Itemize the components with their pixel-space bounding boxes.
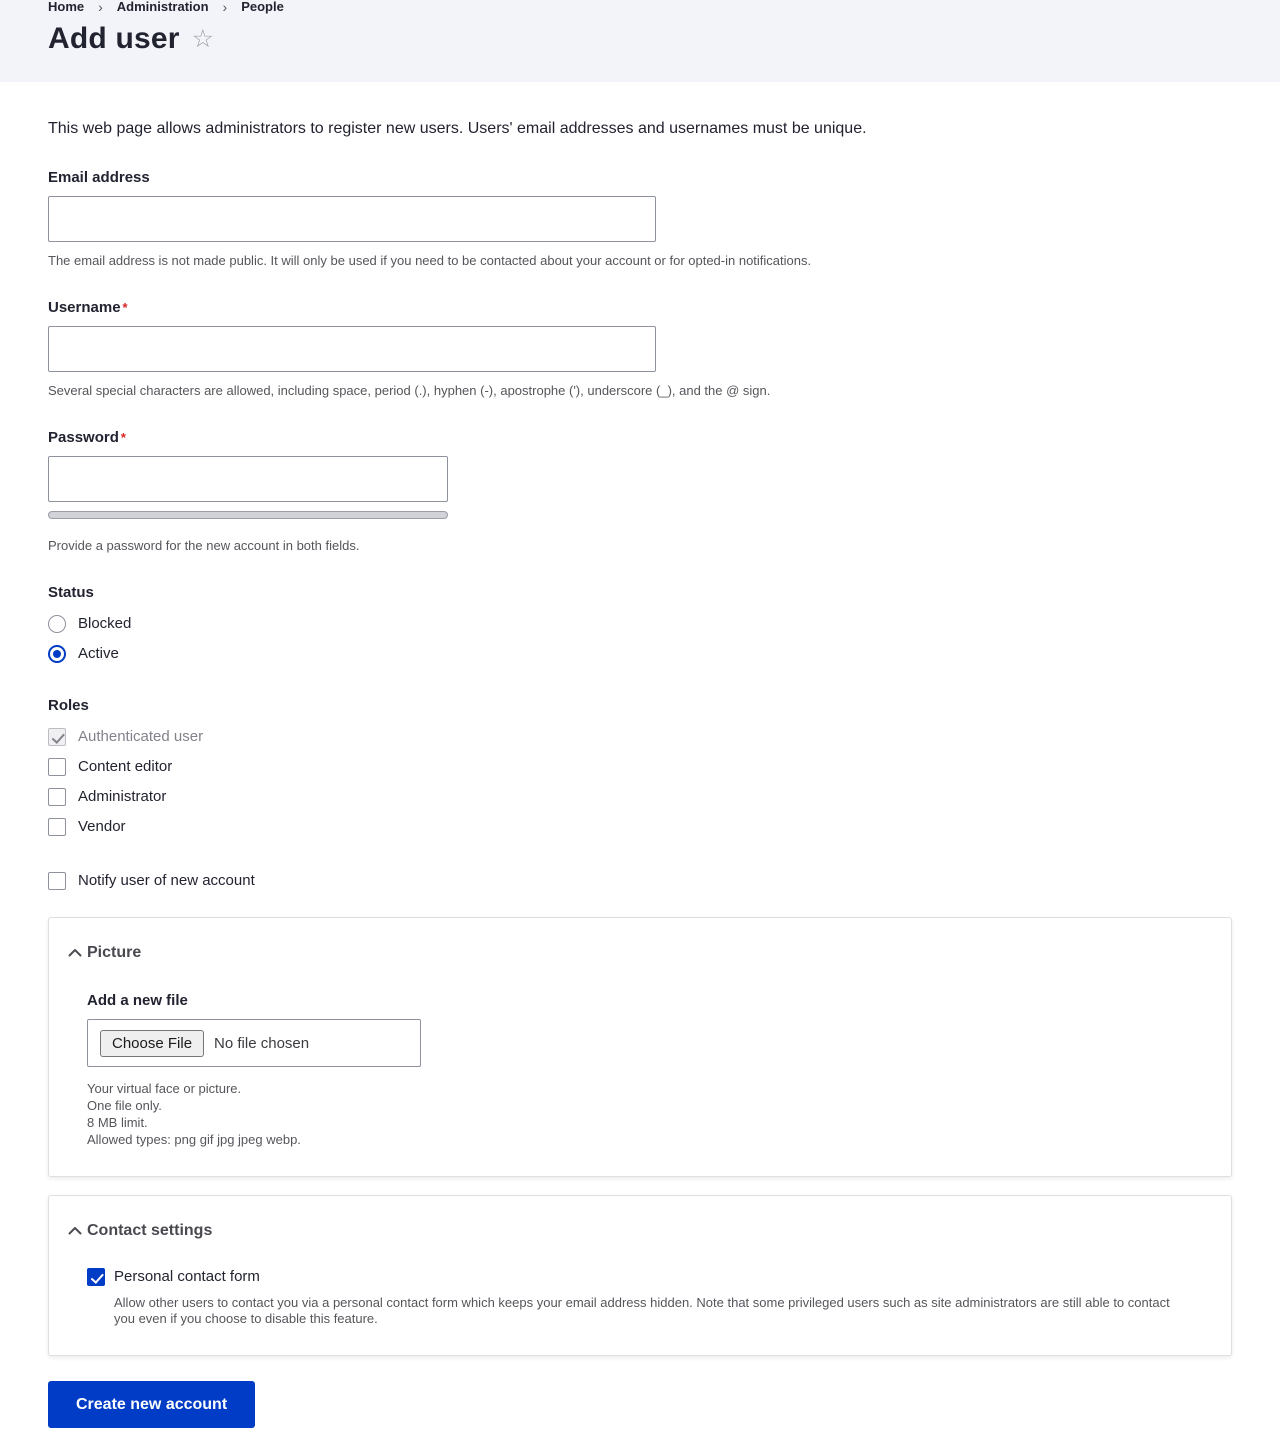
personal-contact-form-checkbox[interactable] [87, 1268, 105, 1286]
picture-panel-title: Picture [87, 944, 142, 961]
page-title: Add user [48, 22, 180, 55]
administrator-checkbox[interactable] [48, 788, 66, 806]
password-input[interactable] [48, 456, 448, 502]
breadcrumb-separator-icon: › [98, 0, 103, 15]
favorite-star-icon[interactable]: ☆ [191, 25, 215, 53]
role-row-content-editor [48, 758, 1232, 776]
chevron-up-icon [63, 945, 87, 961]
email-label: Email address [48, 169, 150, 186]
authenticated-user-checkbox [48, 728, 66, 746]
page-header [0, 0, 1280, 82]
personal-contact-form-label[interactable]: Personal contact form [114, 1268, 260, 1285]
content-editor-checkbox[interactable] [48, 758, 66, 776]
status-fieldset [48, 584, 1232, 663]
picture-panel-body [49, 970, 1231, 1176]
picture-help-text [87, 1080, 1193, 1148]
choose-file-button[interactable]: Choose File [100, 1030, 204, 1057]
personal-contact-form-item [87, 1268, 1193, 1286]
roles-legend: Roles [48, 697, 89, 714]
chevron-up-icon [63, 1223, 87, 1239]
breadcrumb-item-people[interactable]: People [241, 0, 284, 14]
breadcrumb [48, 0, 1232, 14]
main-content [0, 118, 1280, 1436]
notify-user-label[interactable]: Notify user of new account [78, 872, 255, 889]
authenticated-user-label: Authenticated user [78, 728, 204, 745]
breadcrumb-item-administration[interactable]: Administration [116, 0, 209, 14]
password-strength-bar [48, 511, 448, 519]
add-new-file-label: Add a new file [87, 992, 188, 1009]
contact-panel-summary[interactable] [49, 1196, 1231, 1248]
vendor-checkbox[interactable] [48, 818, 66, 836]
username-form-item [48, 299, 1232, 399]
active-radio-label[interactable]: Active [78, 645, 119, 662]
contact-description: Allow other users to contact you via a personal contact form which keeps your email address hidden. Note that some privileged users such as site administrators are still able to contact you even if you choose to disable this feature. [114, 1295, 1170, 1326]
form-actions [48, 1381, 1232, 1428]
blocked-radio[interactable] [48, 615, 66, 633]
contact-panel-title: Contact settings [87, 1222, 213, 1239]
create-new-account-button[interactable]: Create new account [48, 1381, 255, 1428]
active-radio[interactable] [48, 645, 66, 663]
roles-fieldset [48, 697, 1232, 836]
email-input[interactable] [48, 196, 656, 242]
contact-settings-panel [48, 1195, 1232, 1356]
content-editor-label[interactable]: Content editor [78, 758, 173, 775]
help-line: Allowed types: png gif jpg jpeg webp. [87, 1132, 301, 1147]
required-marker: * [120, 430, 126, 445]
intro-text: This web page allows administrators to register new users. Users' email addresses and usernames must be unique. [48, 120, 867, 137]
password-description: Provide a password for the new account in both fields. [48, 538, 360, 553]
file-upload-input[interactable] [87, 1019, 421, 1067]
picture-panel-summary[interactable] [49, 918, 1231, 970]
contact-panel-body [49, 1248, 1231, 1355]
role-row-authenticated-user [48, 728, 1232, 746]
administrator-label[interactable]: Administrator [78, 788, 167, 805]
notify-form-item [48, 872, 1232, 890]
blocked-radio-label[interactable]: Blocked [78, 615, 132, 632]
help-line: 8 MB limit. [87, 1115, 148, 1130]
role-row-administrator [48, 788, 1232, 806]
email-description: The email address is not made public. It will only be used if you need to be contacted about your account or for opted-in notifications. [48, 253, 812, 268]
help-line: One file only. [87, 1098, 162, 1113]
username-description: Several special characters are allowed, including space, period (.), hyphen (-), apostrophe ('), underscore (_), and the @ sign. [48, 383, 771, 398]
username-input[interactable] [48, 326, 656, 372]
no-file-chosen-text: No file chosen [214, 1034, 310, 1052]
breadcrumb-separator-icon: › [222, 0, 228, 15]
help-line: Your virtual face or picture. [87, 1081, 242, 1096]
status-option-active [48, 645, 1232, 663]
username-label: Username [48, 299, 121, 316]
status-legend: Status [48, 584, 94, 601]
picture-panel [48, 917, 1232, 1177]
vendor-label[interactable]: Vendor [78, 818, 126, 835]
password-label: Password [48, 429, 119, 446]
password-form-item [48, 429, 1232, 554]
email-form-item [48, 169, 1232, 269]
notify-user-checkbox[interactable] [48, 872, 66, 890]
breadcrumb-item-home[interactable]: Home [48, 0, 85, 14]
required-marker: * [122, 300, 128, 315]
role-row-vendor [48, 818, 1232, 836]
status-option-blocked [48, 615, 1232, 633]
